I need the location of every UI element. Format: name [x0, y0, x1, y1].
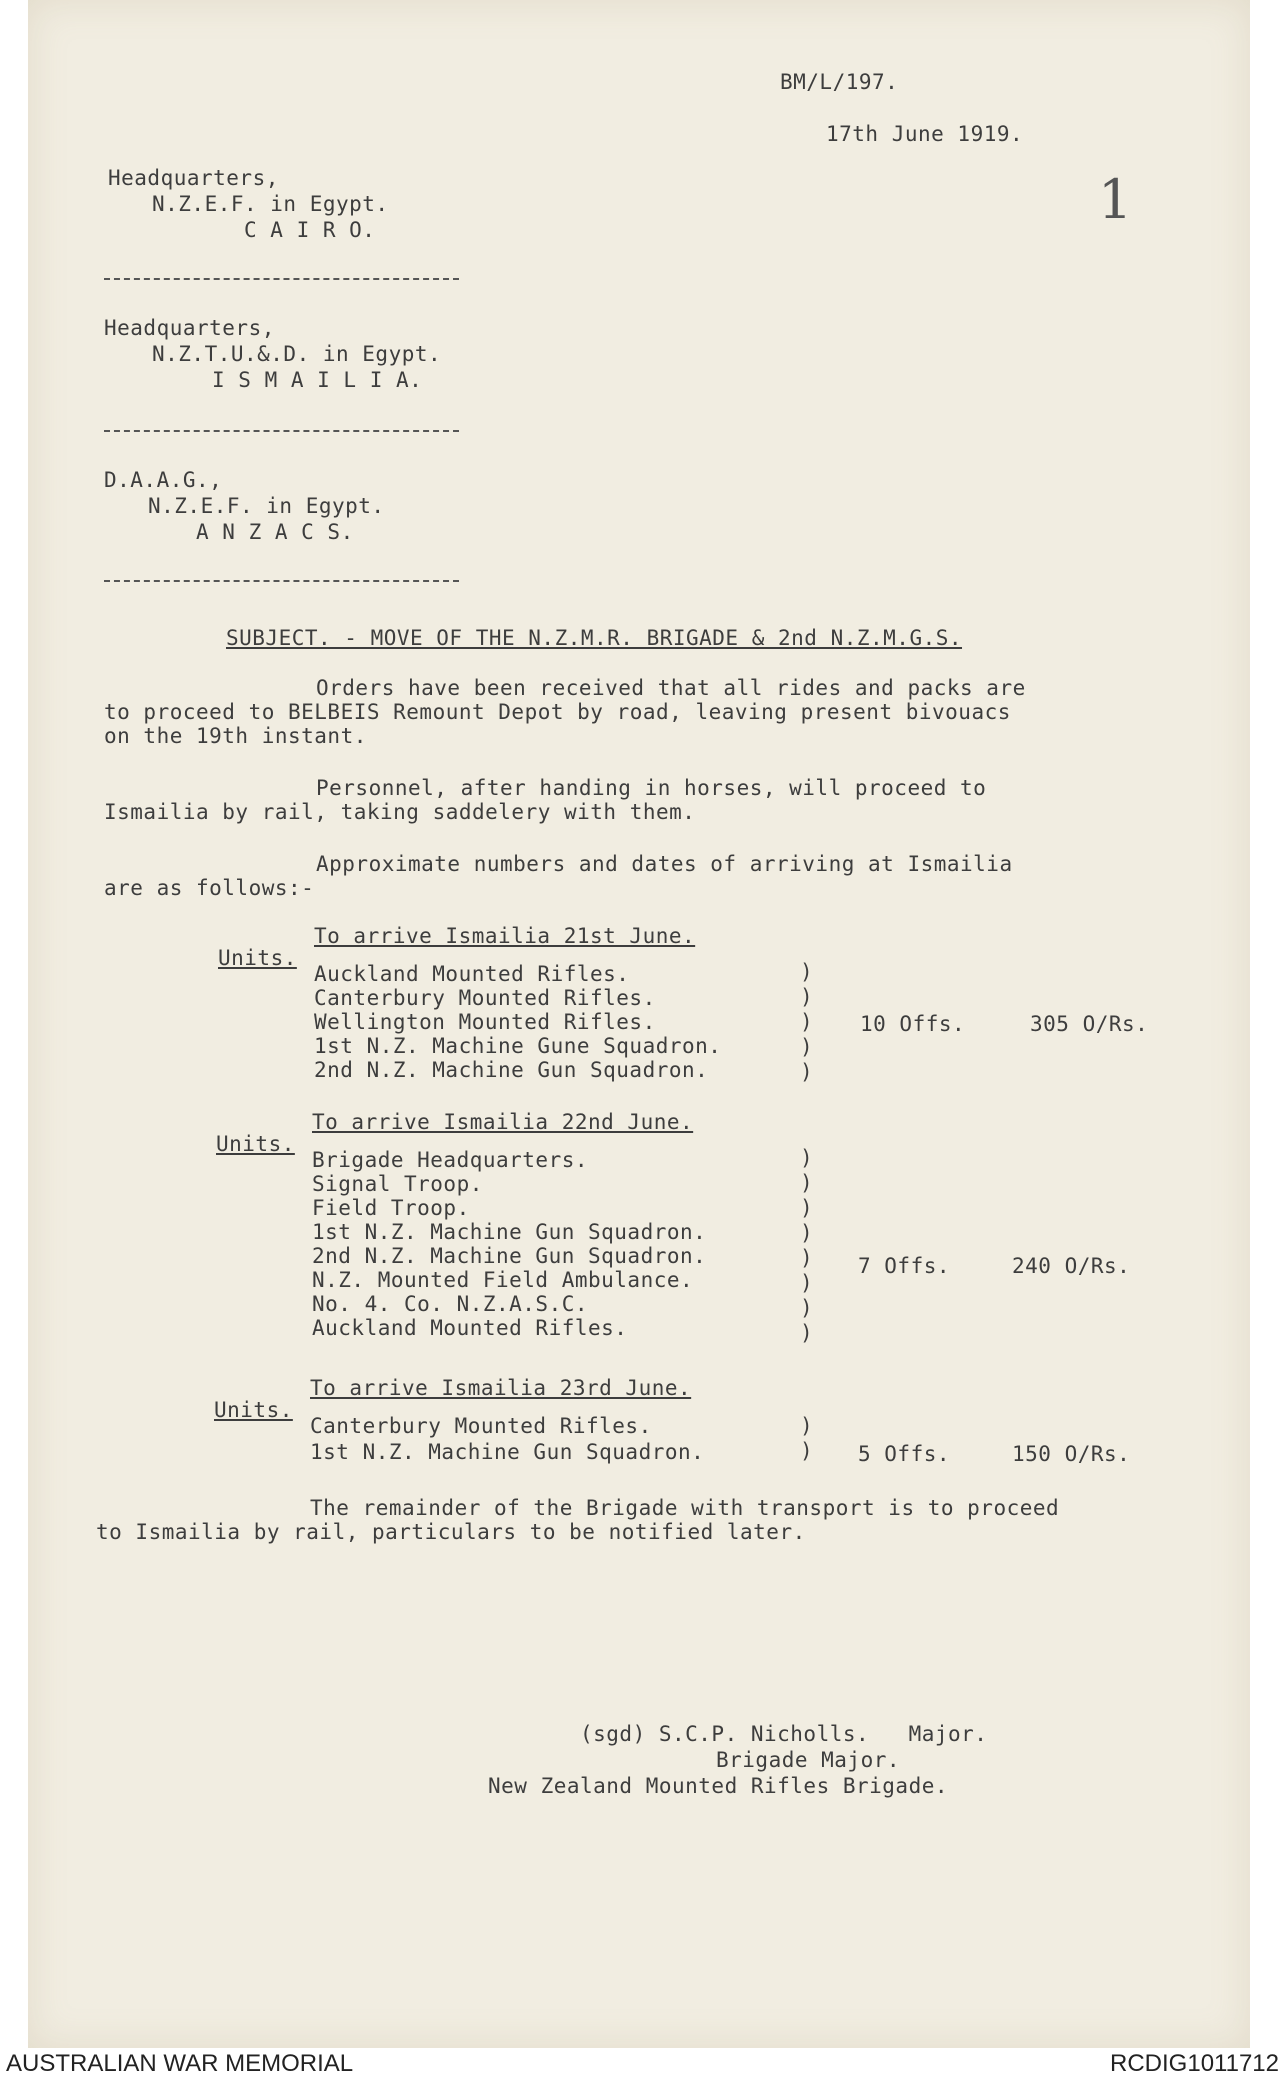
footer-catalogue-id: RCDIG1011712: [1110, 2050, 1279, 2077]
paragraph-2-line2: Ismailia by rail, taking saddelery with them.: [104, 800, 696, 824]
signature-line3: New Zealand Mounted Rifles Brigade.: [488, 1774, 949, 1798]
group-2-unit: No. 4. Co. N.Z.A.S.C.: [312, 1292, 589, 1316]
group-1-units-label: Units.: [218, 946, 297, 970]
page-mark: 1: [1098, 168, 1133, 231]
group-2-officers: 7 Offs.: [858, 1254, 951, 1278]
group-3-units-label: Units.: [214, 1398, 293, 1422]
addressee-2-line1: Headquarters,: [104, 316, 275, 340]
group-2-brace: ) ) ) ) ) ) ) ): [800, 1146, 813, 1345]
group-3-officers: 5 Offs.: [858, 1442, 951, 1466]
group-1-unit: Canterbury Mounted Rifles.: [314, 986, 656, 1010]
document-date: 17th June 1919.: [826, 122, 1024, 146]
group-2-unit: Auckland Mounted Rifles.: [312, 1316, 628, 1340]
addressee-3-line3: A N Z A C S.: [196, 520, 354, 544]
addressee-3-line1: D.A.A.G.,: [104, 468, 223, 492]
group-3-other-ranks: 150 O/Rs.: [1012, 1442, 1131, 1466]
separator-3: [104, 580, 459, 582]
footer-source: AUSTRALIAN WAR MEMORIAL: [6, 2050, 354, 2077]
addressee-1-line3: C A I R O.: [244, 218, 376, 242]
group-3-heading: To arrive Ismailia 23rd June.: [310, 1376, 692, 1400]
group-2-unit: Signal Troop.: [312, 1172, 483, 1196]
addressee-2-line2: N.Z.T.U.&.D. in Egypt.: [152, 342, 442, 366]
group-2-unit: Field Troop.: [312, 1196, 470, 1220]
closing-line2: to Ismailia by rail, particulars to be notified later.: [96, 1520, 806, 1544]
signature-line2: Brigade Major.: [716, 1748, 901, 1772]
group-1-officers: 10 Offs.: [860, 1012, 966, 1036]
addressee-2-line3: I S M A I L I A.: [212, 368, 423, 392]
group-1-other-ranks: 305 O/Rs.: [1030, 1012, 1149, 1036]
separator-1: [104, 278, 459, 280]
group-2-unit: 2nd N.Z. Machine Gun Squadron.: [312, 1244, 707, 1268]
separator-2: [104, 430, 459, 432]
group-3-brace: ) ): [800, 1414, 813, 1463]
signature-line1: (sgd) S.C.P. Nicholls. Major.: [580, 1722, 988, 1746]
group-2-heading: To arrive Ismailia 22nd June.: [312, 1110, 694, 1134]
group-1-unit: Wellington Mounted Rifles.: [314, 1010, 656, 1034]
group-1-heading: To arrive Ismailia 21st June.: [314, 924, 696, 948]
addressee-3-line2: N.Z.E.F. in Egypt.: [148, 494, 385, 518]
paragraph-1-line2: to proceed to BELBEIS Remount Depot by road, leaving present bivouacs: [104, 700, 1011, 724]
paragraph-2-line1: Personnel, after handing in horses, will proceed to: [316, 776, 987, 800]
paragraph-3-line2: are as follows:-: [104, 876, 315, 900]
paragraph-3-line1: Approximate numbers and dates of arriving at Ismailia: [316, 852, 1013, 876]
group-2-unit: 1st N.Z. Machine Gun Squadron.: [312, 1220, 707, 1244]
group-2-unit: Brigade Headquarters.: [312, 1148, 589, 1172]
group-1-unit: 2nd N.Z. Machine Gun Squadron.: [314, 1058, 709, 1082]
group-1-brace: ) ) ) ) ): [800, 960, 813, 1084]
group-2-other-ranks: 240 O/Rs.: [1012, 1254, 1131, 1278]
paragraph-1-line1: Orders have been received that all rides and packs are: [316, 676, 1026, 700]
paragraph-1-line3: on the 19th instant.: [104, 724, 367, 748]
group-3-unit: Canterbury Mounted Rifles.: [310, 1414, 652, 1438]
addressee-1-line1: Headquarters,: [108, 166, 279, 190]
subject-line: SUBJECT. - MOVE OF THE N.Z.M.R. BRIGADE & 2nd N.Z.M.G.S.: [226, 626, 963, 650]
group-2-units-label: Units.: [216, 1132, 295, 1156]
closing-line1: The remainder of the Brigade with transport is to proceed: [310, 1496, 1060, 1520]
group-3-unit: 1st N.Z. Machine Gun Squadron.: [310, 1440, 705, 1464]
reference-number: BM/L/197.: [780, 70, 899, 94]
group-2-unit: N.Z. Mounted Field Ambulance.: [312, 1268, 694, 1292]
group-1-unit: Auckland Mounted Rifles.: [314, 962, 630, 986]
group-1-unit: 1st N.Z. Machine Gune Squadron.: [314, 1034, 722, 1058]
addressee-1-line2: N.Z.E.F. in Egypt.: [152, 192, 389, 216]
